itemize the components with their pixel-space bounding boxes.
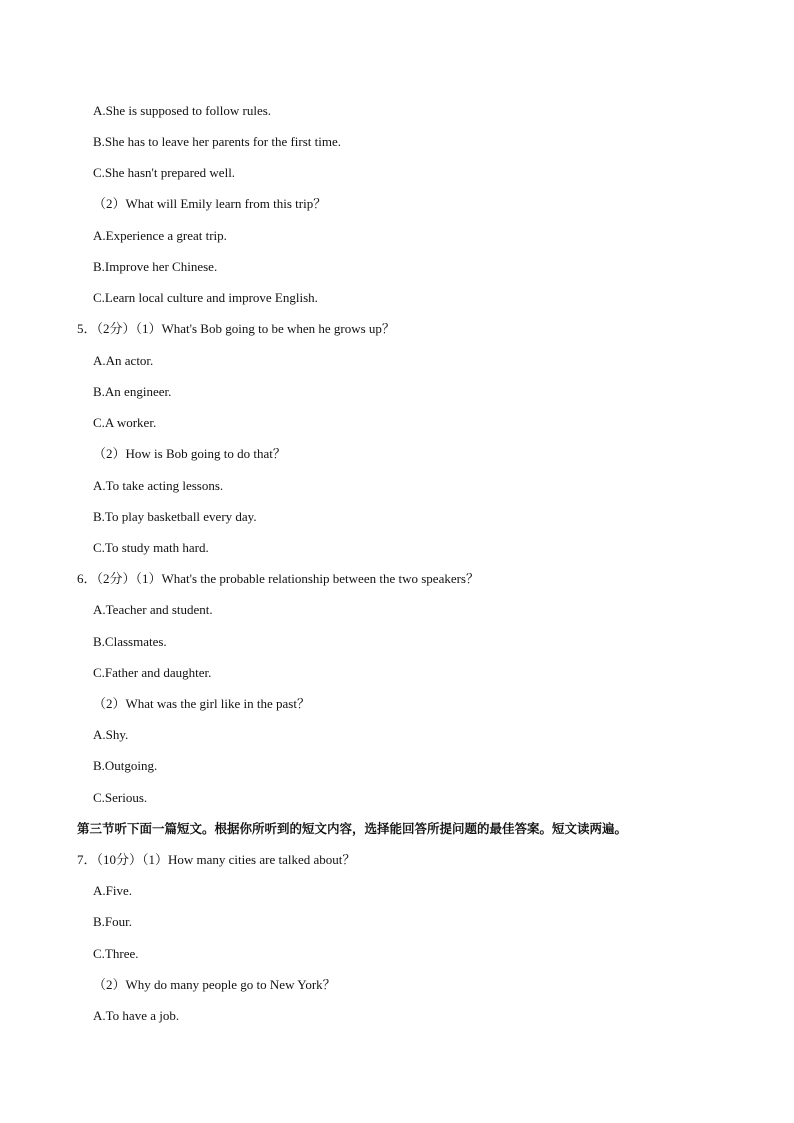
q6-part2-option-a: A.Shy.: [93, 727, 129, 742]
q5-part2-option-b: B.To play basketball every day.: [93, 509, 257, 524]
q4-part2-option-a: A.Experience a great trip.: [93, 228, 227, 243]
q4-part2-option-c: C.Learn local culture and improve English.: [93, 290, 318, 305]
q6-part2-option-b: B.Outgoing.: [93, 758, 158, 773]
q7-part2-option-a: A.To have a job.: [93, 1008, 180, 1023]
q5-part1-option-c: C.A worker.: [93, 415, 157, 430]
q4-part1-option-a: A.She is supposed to follow rules.: [93, 103, 272, 118]
q5-part2-option-a: A.To take acting lessons.: [93, 478, 224, 493]
q5-part1-option-a: A.An actor.: [93, 353, 154, 368]
q6-header: 6．（2分）（1）What's the probable relationship between the two speakers？: [77, 571, 479, 586]
q6-part1-option-a: A.Teacher and student.: [93, 602, 213, 617]
q6-part1-option-b: B.Classmates.: [93, 634, 167, 649]
q6-part2-option-c: C.Serious.: [93, 790, 148, 805]
q5-header: 5．（2分）（1）What's Bob going to be when he grows up？: [77, 321, 395, 336]
q4-part2-question: （2）What will Emily learn from this trip？: [93, 196, 327, 211]
q7-header: 7．（10分）（1）How many cities are talked about？: [77, 852, 356, 867]
q4-part2-option-b: B.Improve her Chinese.: [93, 259, 218, 274]
q4-part1-option-c: C.She hasn't prepared well.: [93, 165, 236, 180]
q6-part1-option-c: C.Father and daughter.: [93, 665, 212, 680]
q7-part1-option-c: C.Three.: [93, 946, 139, 961]
q7-part1-option-a: A.Five.: [93, 883, 132, 898]
q5-part2-question: （2）How is Bob going to do that？: [93, 446, 286, 461]
q5-part2-option-c: C.To study math hard.: [93, 540, 209, 555]
q7-part1-option-b: B.Four.: [93, 914, 133, 929]
q7-part2-question: （2）Why do many people go to New York？: [93, 977, 336, 992]
q4-part1-option-b: B.She has to leave her parents for the first time.: [93, 134, 342, 149]
q6-part2-question: （2）What was the girl like in the past？: [93, 696, 310, 711]
q5-part1-option-b: B.An engineer.: [93, 384, 172, 399]
section3-heading: 第三节听下面一篇短文。根据你所听到的短文内容，选择能回答所提问题的最佳答案。短文读两遍。: [77, 821, 628, 836]
